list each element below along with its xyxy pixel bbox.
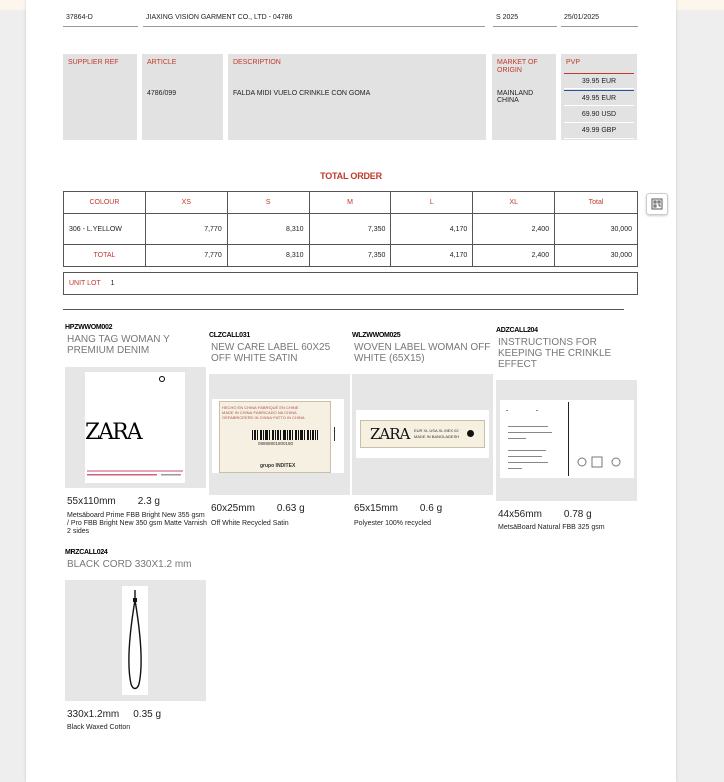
origin-text: MADE IN BANGLADESH: [414, 434, 460, 439]
supplier-code: 37864-D: [63, 12, 138, 27]
trim-name: INSTRUCTIONS FOR KEEPING THE CRINKLE EFFECT: [498, 337, 612, 370]
trim-material: Black Waxed Cotton: [67, 724, 131, 731]
trim-name: WOVEN LABEL WOMAN OFF WHITE (65X15): [354, 342, 491, 364]
care-label-graphic: [212, 399, 344, 473]
unit-lot-value: 1: [110, 280, 115, 287]
trim-card-hang-tag: [65, 324, 207, 535]
total-s: 8,310: [227, 245, 309, 267]
total-total: 30,000: [555, 245, 638, 267]
trim-size: 55x110mm: [67, 496, 116, 507]
trim-material: Metsäboard Prime FBB Bright New 355 gsm / Pro FBB Bright New 350 gsm Matte Varnish 2 sides: [67, 512, 207, 535]
total-l: 4,170: [391, 245, 473, 267]
pvp-usd: 69.90 USD: [564, 107, 634, 123]
trim-measure: [211, 503, 305, 514]
row-xs: 7,770: [145, 214, 227, 245]
market-box: [492, 54, 556, 140]
row-xl: 2,400: [473, 214, 555, 245]
col-xl: XL: [473, 192, 555, 214]
supplier-ref-box: [63, 54, 137, 140]
season: S 2025: [493, 12, 557, 27]
col-total: Total: [555, 192, 638, 214]
trim-size: 44x56mm: [498, 509, 542, 520]
total-xl: 2,400: [473, 245, 555, 267]
brand-logo: ZARA: [85, 420, 141, 445]
market-value: MAINLAND CHINA: [497, 90, 534, 104]
trim-image: [496, 380, 637, 501]
pvp-box: [561, 54, 637, 140]
row-m: 7,350: [309, 214, 391, 245]
article-value: 4786/099: [147, 90, 177, 97]
col-m: M: [309, 192, 391, 214]
total-m: 7,350: [309, 245, 391, 267]
trim-code: CLZCALL031: [209, 332, 250, 339]
trim-measure: [498, 509, 592, 520]
order-date: 25/01/2025: [561, 12, 638, 27]
hang-tag-graphic: [85, 372, 185, 483]
article-label: ARTICLE: [147, 59, 177, 66]
row-total: 30,000: [555, 214, 638, 245]
unit-lot-label: UNIT LOT: [69, 280, 101, 287]
trim-image: [65, 367, 206, 488]
document-page: [26, 0, 676, 782]
trim-weight: 0.6 g: [419, 503, 443, 514]
trim-code: MRZCALL024: [65, 549, 108, 556]
trim-weight: 0.63 g: [276, 503, 305, 514]
order-table: [63, 191, 638, 267]
total-label: TOTAL: [64, 245, 146, 267]
trim-material: Off White Recycled Satin: [211, 520, 289, 527]
care-text: GEFABRICEERD IN CHINA·FATTO IN CHINA: [222, 415, 305, 420]
pvp-gbp: 49.99 GBP: [564, 123, 634, 139]
article-box: [142, 54, 223, 140]
description-label: DESCRIPTION: [233, 59, 281, 66]
trim-measure: [354, 503, 442, 514]
trim-code: HPZWWOM002: [65, 324, 113, 331]
qr-code-icon: [647, 194, 667, 214]
col-s: S: [227, 192, 309, 214]
dot-icon: [467, 430, 474, 437]
trim-material: MetsäBoard Natural FBB 325 gsm: [498, 524, 605, 531]
trim-image: [65, 580, 206, 701]
trim-image: [352, 374, 493, 495]
price-strip-graphic: [87, 468, 183, 478]
trim-measure: [67, 496, 160, 507]
trim-code: WLZWWOM025: [352, 332, 401, 339]
row-s: 8,310: [227, 214, 309, 245]
trim-measure: [67, 709, 161, 720]
total-row: [64, 245, 638, 267]
trim-size: 330x1.2mm: [67, 709, 120, 720]
trim-card-woven-label: [352, 332, 494, 527]
brand-logo: ZARA: [370, 425, 410, 443]
instructions-graphic: [500, 400, 634, 478]
table-row: [64, 214, 638, 245]
cord-graphic: [122, 586, 148, 695]
row-colour: 306 - L.YELLOW: [64, 214, 146, 245]
trim-size: 65x15mm: [354, 503, 398, 514]
total-xs: 7,770: [145, 245, 227, 267]
col-l: L: [391, 192, 473, 214]
section-divider: [63, 309, 624, 310]
recycling-icon: [574, 454, 630, 470]
text-block-graphic: [506, 408, 566, 470]
trim-size: 60x25mm: [211, 503, 255, 514]
trim-card-black-cord: [65, 549, 207, 731]
pvp-label: PVP: [566, 59, 581, 66]
barcode-number: 08888801800180: [258, 441, 294, 446]
trim-material: Polyester 100% recycled: [354, 520, 432, 527]
hole-icon: [159, 376, 165, 382]
trim-card-care-label: [209, 332, 351, 527]
woven-label-graphic: [356, 410, 489, 458]
barcode-graphic: [252, 430, 318, 440]
col-xs: XS: [145, 192, 227, 214]
supplier-name: JIAXING VISION GARMENT CO., LTD - 04786: [143, 12, 485, 27]
market-label: MARKET OF ORIGIN: [497, 59, 538, 74]
unit-lot-box: [63, 272, 638, 295]
company-logo: grupo INDITEX: [260, 463, 296, 469]
trim-name: HANG TAG WOMAN Y PREMIUM DENIM: [67, 334, 170, 356]
trim-code: ADZCALL204: [496, 327, 538, 334]
trim-name: BLACK CORD 330X1.2 mm: [67, 559, 192, 570]
description-value: FALDA MIDI VUELO CRINKLE CON GOMA: [233, 90, 371, 97]
trim-weight: 0.78 g: [563, 509, 592, 520]
supplier-ref-label: SUPPLIER REF: [68, 59, 119, 66]
row-l: 4,170: [391, 214, 473, 245]
care-text: MADE IN CHINA·FABRICADO NA CHINA: [222, 410, 297, 415]
description-box: [228, 54, 486, 140]
trim-weight: 2.3 g: [137, 496, 160, 507]
trim-image: [209, 374, 350, 495]
pvp-eur-2: 49.95 EUR: [564, 90, 634, 106]
col-colour: COLOUR: [64, 192, 146, 214]
trim-card-instructions: [496, 327, 638, 531]
order-table-header: [64, 192, 638, 214]
qr-scan-button[interactable]: [646, 193, 668, 215]
trim-name: NEW CARE LABEL 60X25 OFF WHITE SATIN: [211, 342, 331, 364]
pvp-eur: 39.95 EUR: [564, 73, 634, 89]
trim-weight: 0.35 g: [133, 709, 162, 720]
size-text: EUR XL USA XL MEX 02: [414, 428, 459, 433]
total-order-title: TOTAL ORDER: [320, 171, 382, 181]
care-text: HECHO EN CHINA·FABRIQUÉ EN CHINE: [222, 405, 299, 410]
